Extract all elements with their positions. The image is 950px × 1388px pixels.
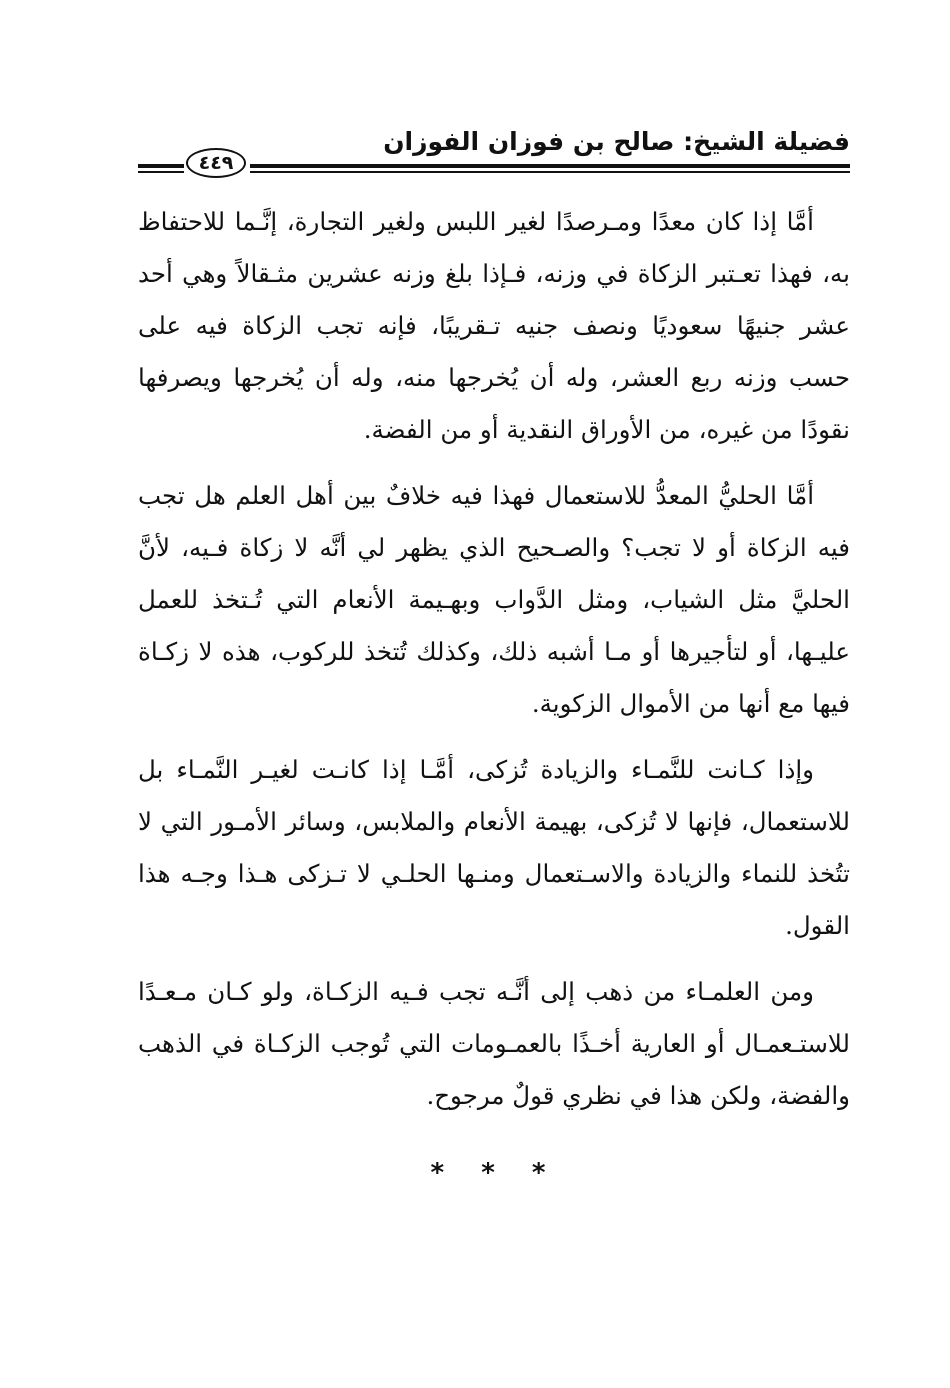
paragraph-3: وإذا كـانت للنَّمـاء والزيادة تُزكى، أمَّـا إذا كانـت لغيـر النَّمـاء بل للاستعمال، فإنها لا تُزكى، بهيمة الأنعام والملابس، وسائر الأمـور التي لا تتُخذ للنماء والزيادة والاسـتعمال ومنـها الحلـي لا تـزكى هـذا وجـه هذا القول. <box>138 755 850 940</box>
header-rule-thick <box>250 164 850 168</box>
section-divider: * * * <box>430 1158 560 1188</box>
paragraph-4: ومن العلمـاء من ذهب إلى أنَّـه تجب فـيه الزكـاة، ولو كـان مـعـدًا للاستـعمـال أو العارية أخـذًا بالعمـومات التي تُوجب الزكـاة في الذهب والفضة، ولكن هذا في نظري قولٌ مرجوح. <box>138 977 850 1110</box>
paragraph-2: أمَّا الحليُّ المعدُّ للاستعمال فهذا فيه خلافٌ بين أهل العلم هل تجب فيه الزكاة أو لا تجب؟ والصـحيح الذي يظهر لي أنَّه لا زكاة فـيه، لأنَّ الحليَّ مثل الشياب، ومثل الدَّواب وبهـيمة الأنعام التي تُـتخذ للعمل عليـها، أو لتأجيرها أو مـا أشبه ذلك، وكذلك تُتخذ للركوب، هذه لا زكـاة فيها مع أنها من الأموال الزكوية. <box>138 481 850 718</box>
header-rule <box>138 146 850 182</box>
header-rule-left-thin <box>138 171 184 173</box>
header-rule-left-thick <box>138 164 184 168</box>
header-rule-thin <box>250 171 850 173</box>
paragraph-1: أمَّا إذا كان معدًا ومـرصدًا لغير اللبس ولغير التجارة، إنَّـما للاحتفاظ به، فهذا تعـتبر الزكاة في وزنه، فـإذا بلغ وزنه عشرين مثـقالاً وهي أحد عشر جنيهًا سعوديًا ونصف جنيه تـقريبًا، فإنه تجب الزكاة فيه على حسب وزنه ربع العشر، وله أن يُخرجها منه، وله أن يُخرجها ويصرفها نقودًا من غيره، من الأوراق النقدية أو من الفضة. <box>138 207 850 444</box>
page-number: ٤٤٩ <box>186 148 246 178</box>
running-title: فضيلة الشيخ: صالح بن فوزان الفوزان <box>383 127 850 156</box>
body-text <box>138 196 850 1136</box>
